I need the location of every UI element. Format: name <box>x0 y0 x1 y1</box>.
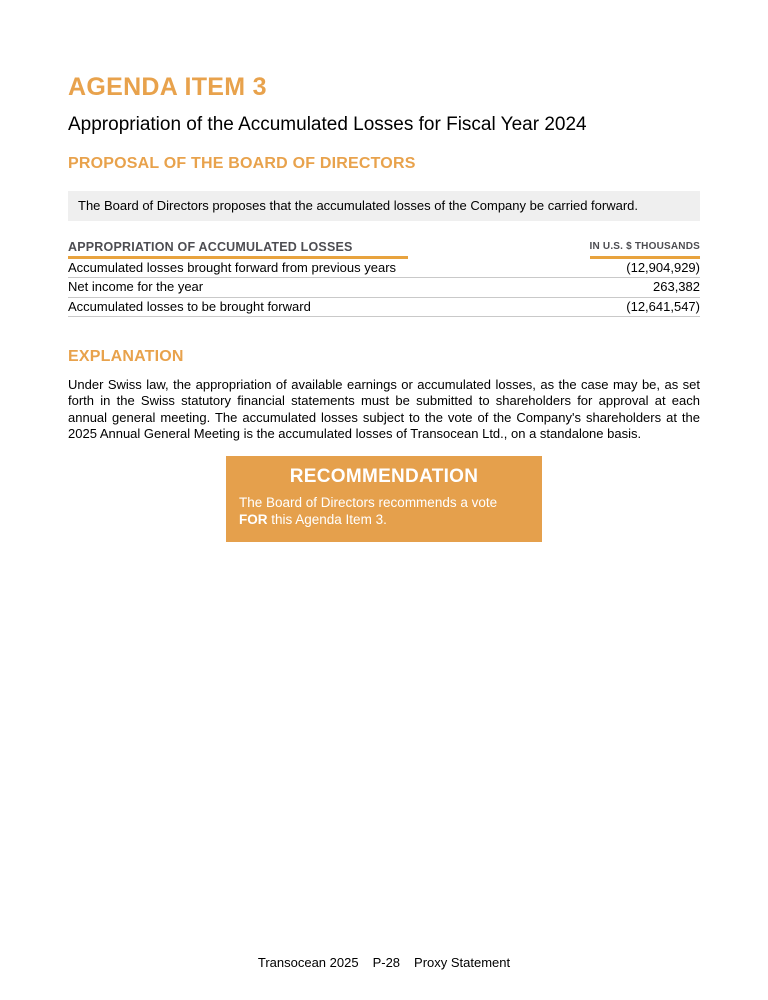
recommendation-text-before: The Board of Directors recommends a vote <box>239 495 498 511</box>
table-header-appropriation: APPROPRIATION OF ACCUMULATED LOSSES <box>68 240 408 259</box>
footer-document-name: Proxy Statement <box>414 955 511 970</box>
accumulated-losses-table <box>68 240 700 317</box>
footer-company-year: Transocean 2025 <box>257 955 359 970</box>
row-label: Accumulated losses to be brought forward <box>68 298 311 314</box>
recommendation-vote-for: FOR <box>239 511 268 527</box>
row-value: 263,382 <box>653 279 700 295</box>
proposal-callout-box <box>68 191 700 221</box>
table-row <box>68 298 700 317</box>
row-value: (12,641,547) <box>626 298 700 314</box>
row-label: Net income for the year <box>68 279 204 295</box>
table-header-row <box>68 240 700 259</box>
proposal-section-heading: PROPOSAL OF THE BOARD OF DIRECTORS <box>68 155 416 173</box>
recommendation-text <box>239 495 529 529</box>
recommendation-box <box>226 456 542 542</box>
table-row <box>68 259 700 278</box>
explanation-section-heading: EXPLANATION <box>68 347 184 365</box>
recommendation-heading: RECOMMENDATION <box>289 466 479 488</box>
agenda-item-subtitle: Appropriation of the Accumulated Losses for Fiscal Year 2024 <box>68 114 587 136</box>
page-footer <box>0 955 768 970</box>
page-content <box>68 0 700 542</box>
recommendation-text-after: this Agenda Item 3. <box>267 511 387 527</box>
explanation-paragraph: Under Swiss law, the appropriation of available earnings or accumulated losses, as the case may be, as set forth in the Swiss statutory financial statements must be submitted to shareholders for approval at each annual general meeting. The accumulated losses subject to the vote of the Company's shareholders at the 2025 Annual General Meeting is the accumulated losses of Transocean Ltd., on a standalone basis. <box>68 376 700 442</box>
row-value: (12,904,929) <box>626 259 700 275</box>
footer-page-number: P-28 <box>372 955 401 970</box>
row-label: Accumulated losses brought forward from previous years <box>68 259 397 275</box>
table-header-units: IN U.S. $ THOUSANDS <box>590 241 700 259</box>
table-row <box>68 278 700 297</box>
proposal-text: The Board of Directors proposes that the accumulated losses of the Company be carried forward. <box>78 197 639 213</box>
agenda-item-title: AGENDA ITEM 3 <box>68 73 267 101</box>
